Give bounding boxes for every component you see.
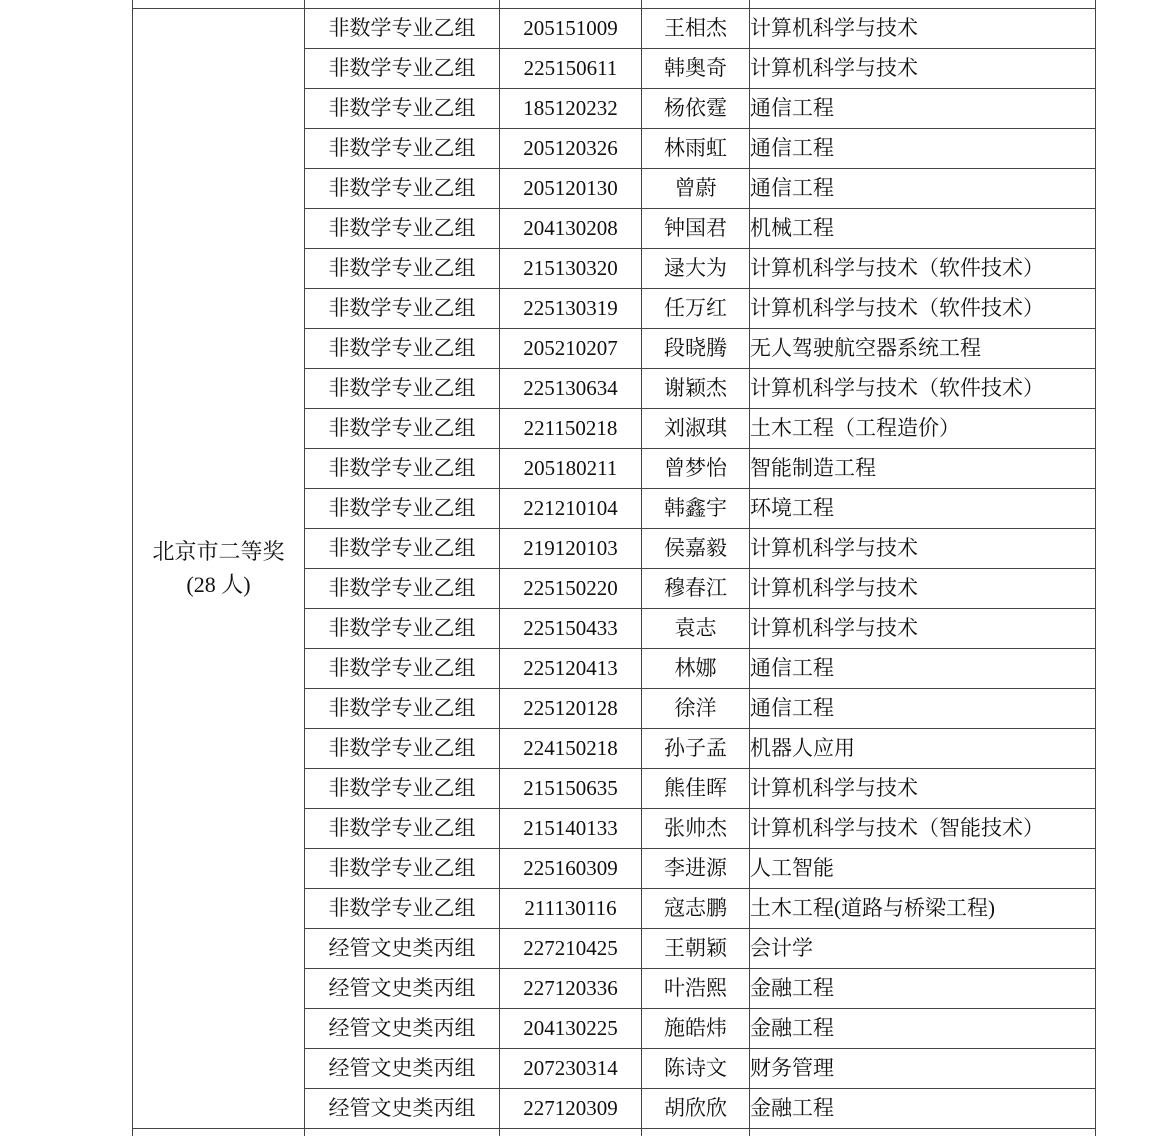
name-cell: 胡欣欣	[642, 1088, 750, 1128]
id-column-sliver	[500, 1128, 642, 1136]
major-cell: 计算机科学与技术（软件技术）	[750, 248, 1096, 288]
partial-row-bottom	[133, 1128, 1096, 1136]
name-cell: 任万红	[642, 288, 750, 328]
student-id-cell: 225160309	[500, 848, 642, 888]
name-cell: 陈诗文	[642, 1048, 750, 1088]
group-column-sliver	[305, 1128, 500, 1136]
major-cell: 财务管理	[750, 1048, 1096, 1088]
name-cell: 徐洋	[642, 688, 750, 728]
major-cell: 通信工程	[750, 168, 1096, 208]
award-cell	[133, 8, 305, 1128]
name-cell: 韩鑫宇	[642, 488, 750, 528]
major-cell: 无人驾驶航空器系统工程	[750, 328, 1096, 368]
group-cell: 非数学专业乙组	[305, 208, 500, 248]
group-column-sliver	[305, 0, 500, 8]
award-title: 北京市二等奖	[152, 539, 285, 564]
name-cell: 刘淑琪	[642, 408, 750, 448]
major-cell: 金融工程	[750, 968, 1096, 1008]
major-cell: 环境工程	[750, 488, 1096, 528]
group-cell: 非数学专业乙组	[305, 448, 500, 488]
group-cell: 非数学专业乙组	[305, 168, 500, 208]
group-cell: 非数学专业乙组	[305, 288, 500, 328]
student-id-cell: 211130116	[500, 888, 642, 928]
major-cell: 智能制造工程	[750, 448, 1096, 488]
group-cell: 经管文史类丙组	[305, 1088, 500, 1128]
student-id-cell: 219120103	[500, 528, 642, 568]
major-cell: 计算机科学与技术	[750, 768, 1096, 808]
student-id-cell: 205120326	[500, 128, 642, 168]
name-cell: 穆春江	[642, 568, 750, 608]
group-cell: 非数学专业乙组	[305, 408, 500, 448]
group-cell: 经管文史类丙组	[305, 1008, 500, 1048]
group-cell: 非数学专业乙组	[305, 88, 500, 128]
group-cell: 非数学专业乙组	[305, 608, 500, 648]
student-id-cell: 205180211	[500, 448, 642, 488]
student-id-cell: 185120232	[500, 88, 642, 128]
student-id-cell: 207230314	[500, 1048, 642, 1088]
student-id-cell: 205120130	[500, 168, 642, 208]
major-cell: 计算机科学与技术	[750, 608, 1096, 648]
name-cell: 杨依霆	[642, 88, 750, 128]
name-cell: 钟国君	[642, 208, 750, 248]
major-column-sliver	[750, 1128, 1096, 1136]
award-column-sliver	[133, 0, 305, 8]
group-cell: 非数学专业乙组	[305, 48, 500, 88]
student-id-cell: 225120128	[500, 688, 642, 728]
student-id-cell: 225130634	[500, 368, 642, 408]
group-cell: 非数学专业乙组	[305, 8, 500, 48]
name-cell: 孙子孟	[642, 728, 750, 768]
name-cell: 曾梦怡	[642, 448, 750, 488]
major-cell: 通信工程	[750, 88, 1096, 128]
group-cell: 非数学专业乙组	[305, 848, 500, 888]
awards-table	[132, 0, 1096, 1136]
major-cell: 机器人应用	[750, 728, 1096, 768]
student-id-cell: 227120309	[500, 1088, 642, 1128]
name-cell: 段晓腾	[642, 328, 750, 368]
student-id-cell: 215150635	[500, 768, 642, 808]
major-cell: 计算机科学与技术（软件技术）	[750, 288, 1096, 328]
name-cell: 张帅杰	[642, 808, 750, 848]
major-cell: 金融工程	[750, 1088, 1096, 1128]
student-id-cell: 221150218	[500, 408, 642, 448]
group-cell: 非数学专业乙组	[305, 328, 500, 368]
student-id-cell: 224150218	[500, 728, 642, 768]
award-column-sliver	[133, 1128, 305, 1136]
name-column-sliver	[642, 0, 750, 8]
group-cell: 非数学专业乙组	[305, 248, 500, 288]
group-cell: 非数学专业乙组	[305, 728, 500, 768]
name-cell: 林雨虹	[642, 128, 750, 168]
name-cell: 叶浩熙	[642, 968, 750, 1008]
group-cell: 非数学专业乙组	[305, 888, 500, 928]
student-id-cell: 215130320	[500, 248, 642, 288]
student-id-cell: 225120413	[500, 648, 642, 688]
student-id-cell: 221210104	[500, 488, 642, 528]
group-cell: 经管文史类丙组	[305, 1048, 500, 1088]
major-cell: 计算机科学与技术	[750, 568, 1096, 608]
name-cell: 袁志	[642, 608, 750, 648]
major-cell: 通信工程	[750, 128, 1096, 168]
major-cell: 通信工程	[750, 648, 1096, 688]
student-id-cell: 215140133	[500, 808, 642, 848]
table-body	[133, 0, 1096, 1136]
major-cell: 金融工程	[750, 1008, 1096, 1048]
group-cell: 非数学专业乙组	[305, 568, 500, 608]
group-cell: 非数学专业乙组	[305, 528, 500, 568]
name-cell: 王朝颖	[642, 928, 750, 968]
group-cell: 非数学专业乙组	[305, 368, 500, 408]
group-cell: 经管文史类丙组	[305, 928, 500, 968]
major-cell: 计算机科学与技术（软件技术）	[750, 368, 1096, 408]
group-cell: 非数学专业乙组	[305, 128, 500, 168]
major-cell: 人工智能	[750, 848, 1096, 888]
name-cell: 侯嘉毅	[642, 528, 750, 568]
major-cell: 计算机科学与技术	[750, 8, 1096, 48]
group-cell: 非数学专业乙组	[305, 688, 500, 728]
group-cell: 非数学专业乙组	[305, 488, 500, 528]
student-id-cell: 205151009	[500, 8, 642, 48]
major-cell: 会计学	[750, 928, 1096, 968]
name-cell: 韩奥奇	[642, 48, 750, 88]
name-cell: 熊佳晖	[642, 768, 750, 808]
major-cell: 土木工程（工程造价）	[750, 408, 1096, 448]
student-id-cell: 227210425	[500, 928, 642, 968]
major-cell: 通信工程	[750, 688, 1096, 728]
student-id-cell: 225150433	[500, 608, 642, 648]
major-column-sliver	[750, 0, 1096, 8]
id-column-sliver	[500, 0, 642, 8]
student-id-cell: 225150220	[500, 568, 642, 608]
award-count: (28 人)	[186, 572, 251, 597]
group-cell: 非数学专业乙组	[305, 808, 500, 848]
major-cell: 计算机科学与技术	[750, 48, 1096, 88]
group-cell: 非数学专业乙组	[305, 648, 500, 688]
partial-row-top	[133, 0, 1096, 8]
name-column-sliver	[642, 1128, 750, 1136]
group-cell: 经管文史类丙组	[305, 968, 500, 1008]
major-cell: 机械工程	[750, 208, 1096, 248]
name-cell: 林娜	[642, 648, 750, 688]
student-id-cell: 227120336	[500, 968, 642, 1008]
table-row	[133, 8, 1096, 48]
name-cell: 施皓炜	[642, 1008, 750, 1048]
major-cell: 计算机科学与技术（智能技术）	[750, 808, 1096, 848]
name-cell: 李进源	[642, 848, 750, 888]
name-cell: 王相杰	[642, 8, 750, 48]
major-cell: 计算机科学与技术	[750, 528, 1096, 568]
name-cell: 逯大为	[642, 248, 750, 288]
student-id-cell: 225150611	[500, 48, 642, 88]
group-cell: 非数学专业乙组	[305, 768, 500, 808]
major-cell: 土木工程(道路与桥梁工程)	[750, 888, 1096, 928]
name-cell: 曾蔚	[642, 168, 750, 208]
name-cell: 谢颖杰	[642, 368, 750, 408]
student-id-cell: 205210207	[500, 328, 642, 368]
name-cell: 寇志鹏	[642, 888, 750, 928]
student-id-cell: 204130225	[500, 1008, 642, 1048]
student-id-cell: 225130319	[500, 288, 642, 328]
student-id-cell: 204130208	[500, 208, 642, 248]
